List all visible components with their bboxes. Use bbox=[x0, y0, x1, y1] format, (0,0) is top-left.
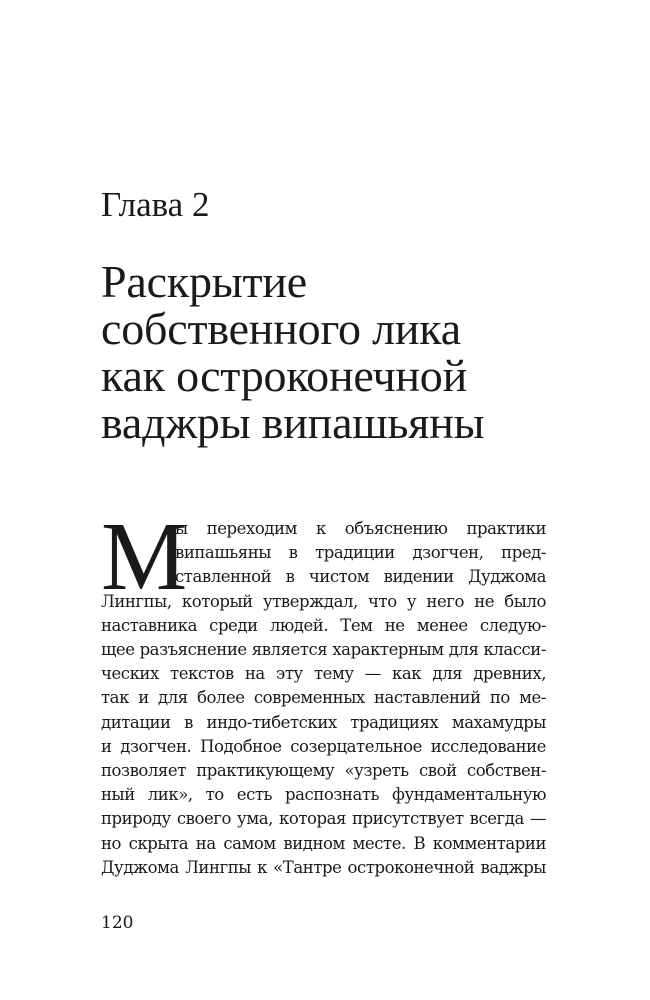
page-number: 120 bbox=[101, 913, 134, 933]
chapter-title bbox=[101, 258, 484, 446]
body-line: и дзогчен. Подобное созерцательное исследование bbox=[101, 736, 546, 756]
body-line: наставника среди людей. Тем не менее следую- bbox=[101, 615, 546, 635]
body-line: но скрыта на самом видном месте. В комментарии bbox=[101, 833, 546, 853]
body-line: дитации в индо-тибетских традициях махамудры bbox=[101, 712, 546, 732]
body-line: Лингпы, который утверждал, что у него не было bbox=[101, 591, 546, 611]
body-line: випашьяны в традиции дзогчен, пред- bbox=[175, 543, 546, 563]
body-line: ный лик», то есть распознать фундаментальную bbox=[101, 785, 546, 805]
chapter-title-line: ваджры випашьяны bbox=[101, 397, 485, 448]
chapter-label: Глава 2 bbox=[101, 185, 210, 224]
chapter-title-line: собственного лика bbox=[101, 303, 461, 354]
body-paragraph bbox=[101, 503, 546, 880]
drop-cap: М bbox=[101, 503, 187, 610]
body-line: природу своего ума, которая присутствует всегда — bbox=[101, 809, 546, 829]
body-line: ческих текстов на эту тему — как для древних, bbox=[101, 664, 546, 684]
chapter-title-line: как остроконечной bbox=[101, 350, 468, 401]
chapter-title-line: Раскрытие bbox=[101, 256, 308, 307]
body-line: так и для более современных наставлений по ме- bbox=[101, 688, 546, 708]
body-line: ы переходим к объяснению практики bbox=[175, 519, 546, 538]
body-line: щее разъяснение является характерным для класси- bbox=[101, 640, 546, 660]
body-line: позволяет практикующему «узреть свой собствен- bbox=[101, 761, 546, 781]
body-line: Дуджома Лингпы к «Тантре остроконечной ваджры bbox=[101, 857, 546, 877]
body-line: ставленной в чистом видении Дуджома bbox=[175, 567, 546, 587]
